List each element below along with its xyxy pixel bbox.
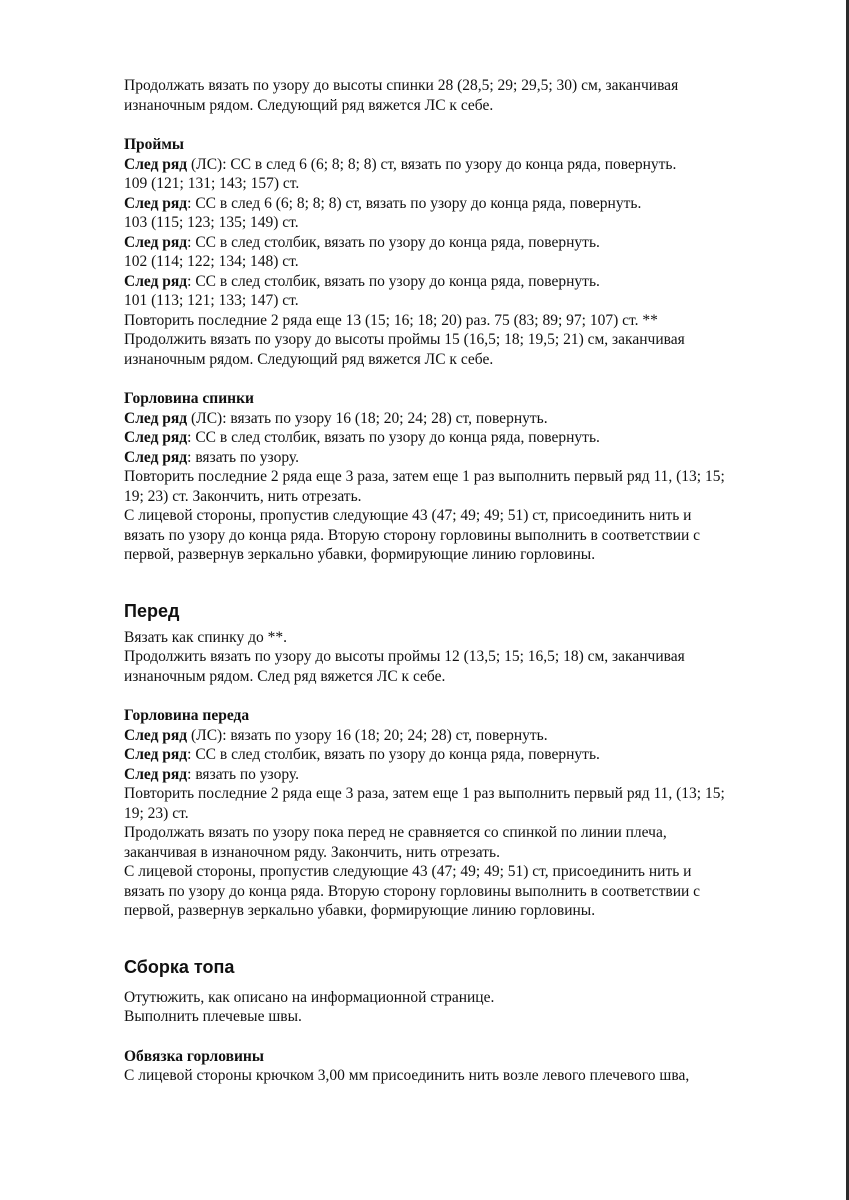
assembly-section	[124, 956, 809, 1027]
armholes-section	[124, 135, 809, 369]
row-label: След ряд	[124, 155, 188, 173]
row-label: След ряд	[124, 409, 188, 427]
neck-edging-section	[124, 1047, 809, 1086]
armholes-continue-1: Продолжить вязать по узору до высоты проймы 15 (16,5; 18; 19,5; 21) см, заканчивая	[124, 331, 685, 348]
back-neck-row-3	[124, 448, 809, 468]
front-neck-title: Горловина переда	[124, 707, 250, 724]
back-neck-row-2	[124, 428, 809, 448]
front-line-1: Вязать как спинку до **.	[124, 628, 287, 646]
row-label: След ряд	[124, 746, 188, 763]
row-text: (ЛС): вязать по узору 16 (18; 20; 24; 28) ст, повернуть.	[187, 409, 548, 427]
row-text: : СС в след столбик, вязать по узору до конца ряда, повернуть.	[187, 272, 600, 290]
row-label: След ряд	[124, 429, 188, 446]
armholes-repeat: Повторить последние 2 ряда еще 13 (15; 16; 18; 20) раз. 75 (83; 89; 97; 107) ст. **	[124, 311, 658, 329]
front-line-2: Продолжить вязать по узору до высоты проймы 12 (13,5; 15; 16,5; 18) см, заканчивая	[124, 648, 685, 665]
row-text: (ЛС): вязать по узору 16 (18; 20; 24; 28) ст, повернуть.	[187, 726, 548, 744]
row-label: След ряд	[124, 233, 188, 251]
front-neck-repeat-2: 19; 23) ст.	[124, 804, 189, 822]
row-text: : вязать по узору.	[187, 765, 299, 783]
front-neck-join-2: вязать по узору до конца ряда. Вторую сторону горловины выполнить в соответствии с	[124, 882, 701, 900]
front-neck-join-3: первой, развернув зеркально убавки, формирующие линию горловины.	[124, 902, 596, 919]
back-neck-join-1: С лицевой стороны, пропустив следующие 43 (47; 49; 49; 51) ст, присоединить нить и	[124, 507, 692, 524]
armholes-count-2: 103 (115; 123; 135; 149) ст.	[124, 214, 299, 231]
armholes-count-4: 101 (113; 121; 133; 147) ст.	[124, 292, 299, 309]
armholes-row-2	[124, 194, 809, 214]
row-text: : СС в след столбик, вязать по узору до конца ряда, повернуть.	[187, 746, 600, 763]
armholes-row-4	[124, 272, 809, 292]
back-neck-repeat-2: 19; 23) ст. Закончить, нить отрезать.	[124, 487, 362, 505]
row-text: : СС в след 6 (6; 8; 8; 8) ст, вязать по узору до конца ряда, повернуть.	[187, 194, 642, 212]
intro-line-2: изнаночным рядом. Следующий ряд вяжется ЛС к себе.	[124, 96, 494, 114]
front-neck-repeat-1: Повторить последние 2 ряда еще 3 раза, затем еще 1 раз выполнить первый ряд 11, (13; 15;	[124, 785, 725, 802]
back-neck-section	[124, 389, 809, 565]
armholes-continue-2: изнаночным рядом. Следующий ряд вяжется ЛС к себе.	[124, 350, 494, 368]
front-neck-join-1: С лицевой стороны, пропустив следующие 43 (47; 49; 49; 51) ст, присоединить нить и	[124, 863, 692, 880]
back-neck-join-3: первой, развернув зеркально убавки, формирующие линию горловины.	[124, 546, 596, 563]
armholes-count-1: 109 (121; 131; 143; 157) ст.	[124, 175, 300, 192]
row-label: След ряд	[124, 194, 188, 212]
front-neck-section	[124, 706, 809, 921]
armholes-count-3: 102 (114; 122; 134; 148) ст.	[124, 253, 299, 270]
row-label: След ряд	[124, 272, 188, 290]
back-neck-repeat-1: Повторить последние 2 ряда еще 3 раза, затем еще 1 раз выполнить первый ряд 11, (13; 15;	[124, 468, 725, 485]
row-text: : СС в след столбик, вязать по узору до конца ряда, повернуть.	[187, 233, 600, 251]
row-label: След ряд	[124, 448, 188, 466]
back-neck-join-2: вязать по узору до конца ряда. Вторую сторону горловины выполнить в соответствии с	[124, 526, 701, 544]
intro-line-1: Продолжать вязать по узору до высоты спинки 28 (28,5; 29; 29,5; 30) см, заканчивая	[124, 77, 679, 94]
row-label: След ряд	[124, 765, 188, 783]
front-title: Перед	[124, 600, 180, 621]
front-line-3: изнаночным рядом. След ряд вяжется ЛС к себе.	[124, 667, 446, 685]
armholes-row-1	[124, 155, 809, 175]
row-text: (ЛС): СС в след 6 (6; 8; 8; 8) ст, вязать по узору до конца ряда, повернуть.	[187, 155, 677, 173]
row-text: : вязать по узору.	[187, 448, 299, 466]
front-neck-row-3	[124, 765, 809, 785]
front-neck-row-1	[124, 726, 809, 746]
back-neck-title: Горловина спинки	[124, 390, 254, 407]
front-neck-row-2	[124, 745, 809, 765]
neck-edging-title: Обвязка горловины	[124, 1047, 264, 1065]
back-neck-row-1	[124, 409, 809, 429]
row-label: След ряд	[124, 726, 188, 744]
neck-edging-line-1: С лицевой стороны крючком 3,00 мм присоединить нить возле левого плечевого шва,	[124, 1067, 690, 1084]
front-neck-cont-1: Продолжать вязать по узору пока перед не сравняется со спинкой по линии плеча,	[124, 824, 667, 841]
front-section	[124, 600, 809, 687]
front-neck-cont-2: заканчивая в изнаночном ряду. Закончить, нить отрезать.	[124, 843, 501, 861]
assembly-line-1: Отутюжить, как описано на информационной странице.	[124, 988, 495, 1006]
assembly-line-2: Выполнить плечевые швы.	[124, 1008, 302, 1025]
assembly-title: Сборка топа	[124, 956, 235, 977]
armholes-title: Проймы	[124, 136, 185, 153]
armholes-row-3	[124, 233, 809, 253]
row-text: : СС в след столбик, вязать по узору до конца ряда, повернуть.	[187, 429, 600, 446]
